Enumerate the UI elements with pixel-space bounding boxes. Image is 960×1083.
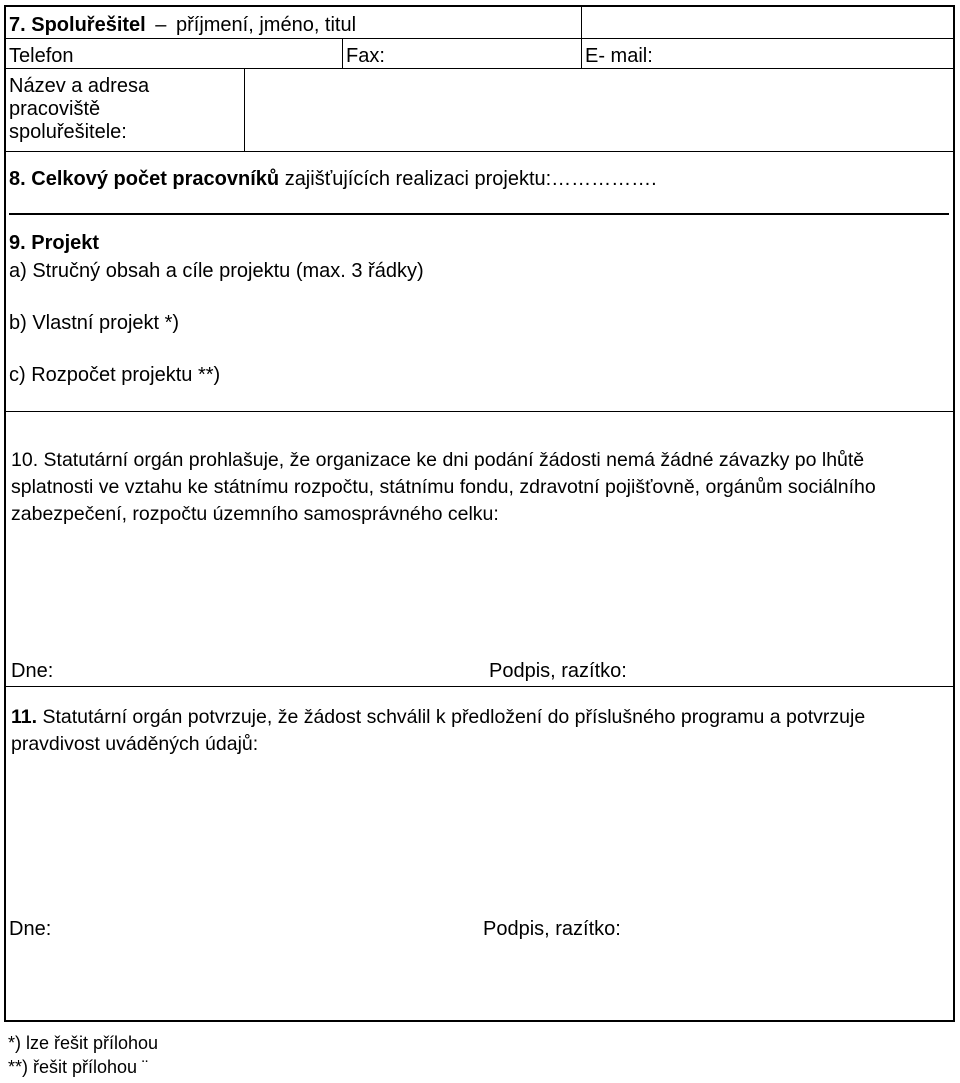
divider — [6, 38, 953, 39]
section-7-number: 7. — [9, 14, 26, 36]
section-10-text — [11, 447, 951, 528]
section-11-number: 11. — [11, 706, 38, 728]
section-9a: a) Stručný obsah a cíle projektu (max. 3 řádky) — [9, 260, 424, 282]
section-7-dash: – — [155, 14, 167, 36]
footnote-1: *) lze řešit přílohou — [8, 1033, 159, 1053]
section-9-number: 9. — [9, 232, 26, 254]
workplace-line: Název a adresa — [9, 75, 150, 97]
section-8-rule — [9, 213, 949, 215]
workplace-label — [9, 75, 149, 144]
section-10-signature-label: Podpis, razítko: — [489, 660, 627, 682]
section-7-subtitle: příjmení, jméno, titul — [175, 14, 357, 36]
divider — [342, 38, 343, 68]
fax-label: Fax: — [346, 45, 385, 67]
section-11-text — [11, 704, 951, 758]
section-10-body: Statutární orgán prohlašuje, že organizace ke dni podání žádosti nemá žádné závazky po lhůtě splatnosti ve vztahu ke státnímu rozpočtu, státnímu fondu, zdravotní pojišťovně, orgánům sociálního zabezpečení, rozpočtu územního samosprávného celku: — [11, 449, 876, 525]
divider — [244, 68, 245, 151]
section-8 — [9, 169, 657, 189]
section-11-date-label: Dne: — [9, 918, 52, 940]
divider — [6, 411, 953, 412]
divider — [6, 68, 953, 69]
section-9b: b) Vlastní projekt *) — [9, 312, 180, 334]
section-10-date-label: Dne: — [11, 660, 54, 682]
divider — [6, 151, 953, 152]
section-9-heading — [9, 233, 99, 253]
section-9c: c) Rozpočet projektu **) — [9, 364, 221, 386]
section-8-number: 8. — [9, 168, 26, 190]
section-7-heading — [9, 15, 356, 35]
divider — [581, 7, 582, 38]
section-9-title: Projekt — [31, 232, 100, 254]
phone-label: Telefon — [9, 45, 74, 67]
section-11-signature-label: Podpis, razítko: — [483, 918, 621, 940]
section-8-bold: Celkový počet pracovníků — [31, 168, 280, 190]
section-7-title: Spoluřešitel — [31, 14, 146, 36]
section-8-text: zajišťujících realizaci projektu:……………. — [284, 168, 657, 190]
email-label: E- mail: — [585, 45, 653, 67]
divider — [581, 38, 582, 68]
section-10-number: 10. — [11, 449, 39, 471]
divider — [6, 686, 953, 687]
workplace-line: spoluřešitele: — [9, 121, 127, 143]
section-11-body: Statutární orgán potvrzuje, že žádost schválil k předložení do příslušného programu a potvrzuje pravdivost uváděných údajů: — [11, 706, 866, 755]
workplace-line: pracoviště — [9, 98, 101, 120]
application-form — [4, 5, 955, 1022]
footnote-2: **) řešit přílohou ¨ — [8, 1057, 149, 1077]
